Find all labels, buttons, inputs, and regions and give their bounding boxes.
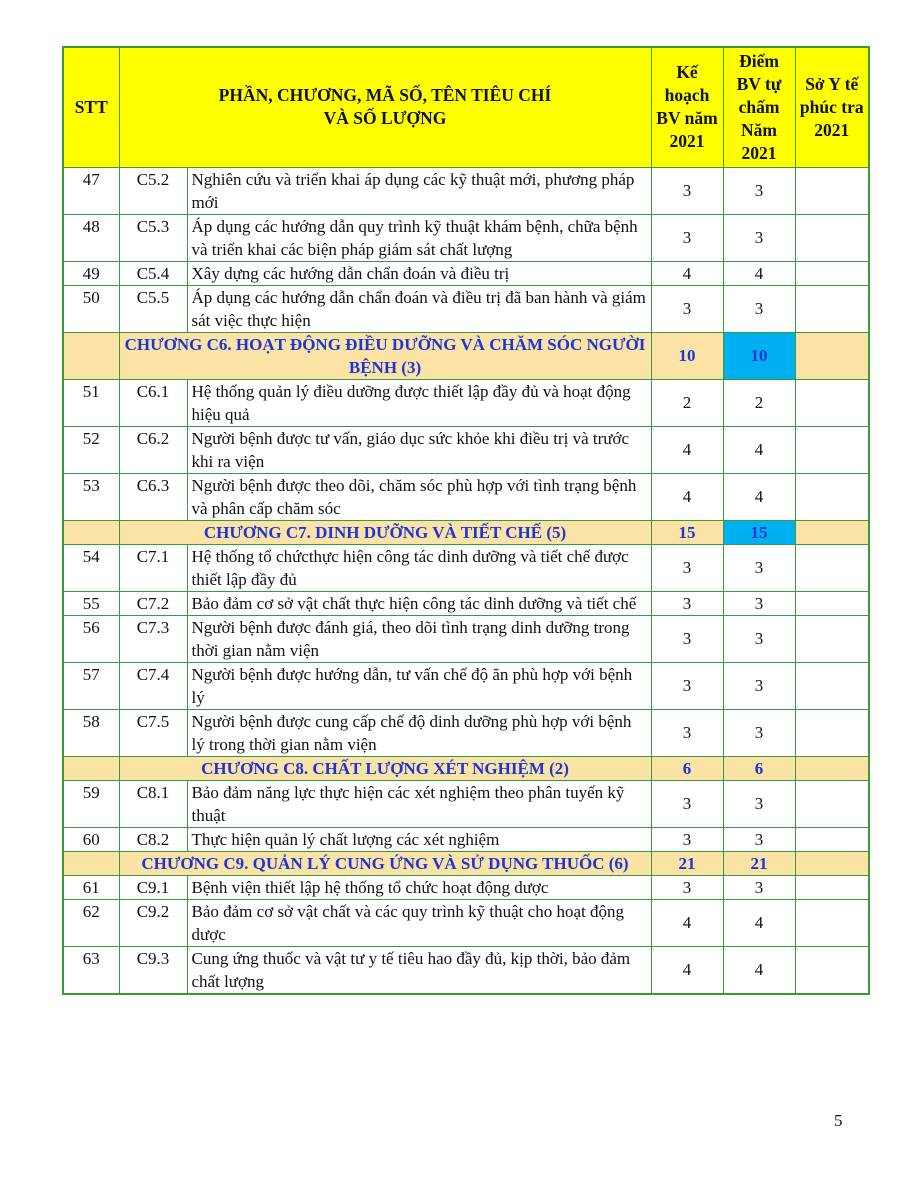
row-review	[795, 261, 869, 285]
row-stt: 49	[63, 261, 119, 285]
table-row	[63, 662, 869, 709]
header-row	[63, 47, 869, 167]
row-stt: 51	[63, 379, 119, 426]
row-code: C7.5	[119, 709, 187, 756]
row-review	[795, 615, 869, 662]
row-code: C5.3	[119, 214, 187, 261]
table-row	[63, 473, 869, 520]
row-plan: 3	[651, 544, 723, 591]
row-stt: 60	[63, 827, 119, 851]
row-criterion: Hệ thống quản lý điều dưỡng được thiết lập đầy đủ và hoạt động hiệu quả	[187, 379, 651, 426]
table-row	[63, 426, 869, 473]
criteria-table	[62, 46, 870, 995]
row-score: 4	[723, 899, 795, 946]
row-score: 2	[723, 379, 795, 426]
table-row	[63, 709, 869, 756]
row-stt: 56	[63, 615, 119, 662]
chapter-score: 10	[723, 332, 795, 379]
row-stt: 54	[63, 544, 119, 591]
row-score: 3	[723, 591, 795, 615]
row-criterion: Xây dựng các hướng dẫn chẩn đoán và điều trị	[187, 261, 651, 285]
row-score: 3	[723, 214, 795, 261]
row-plan: 3	[651, 875, 723, 899]
row-stt: 52	[63, 426, 119, 473]
row-criterion: Thực hiện quản lý chất lượng các xét nghiệm	[187, 827, 651, 851]
chapter-blank-cell	[63, 851, 119, 875]
row-review	[795, 379, 869, 426]
chapter-title: CHƯƠNG C9. QUẢN LÝ CUNG ỨNG VÀ SỬ DỤNG THUỐC (6)	[119, 851, 651, 875]
row-plan: 4	[651, 899, 723, 946]
row-stt: 63	[63, 946, 119, 994]
row-plan: 3	[651, 285, 723, 332]
row-plan: 2	[651, 379, 723, 426]
chapter-review	[795, 520, 869, 544]
row-review	[795, 214, 869, 261]
row-stt: 47	[63, 167, 119, 214]
table-row	[63, 875, 869, 899]
row-score: 4	[723, 473, 795, 520]
row-review	[795, 662, 869, 709]
row-stt: 53	[63, 473, 119, 520]
row-criterion: Áp dụng các hướng dẫn chẩn đoán và điều trị đã ban hành và giám sát việc thực hiện	[187, 285, 651, 332]
row-code: C9.2	[119, 899, 187, 946]
row-score: 3	[723, 615, 795, 662]
row-score: 3	[723, 875, 795, 899]
row-plan: 4	[651, 473, 723, 520]
chapter-title: CHƯƠNG C7. DINH DƯỠNG VÀ TIẾT CHẾ (5)	[119, 520, 651, 544]
chapter-review	[795, 756, 869, 780]
row-criterion: Bệnh viện thiết lập hệ thống tổ chức hoạt động dược	[187, 875, 651, 899]
row-review	[795, 709, 869, 756]
table-row	[63, 780, 869, 827]
row-review	[795, 426, 869, 473]
chapter-plan: 15	[651, 520, 723, 544]
header-self-score: Điểm BV tự chấm Năm 2021	[723, 47, 795, 167]
row-stt: 57	[63, 662, 119, 709]
row-stt: 55	[63, 591, 119, 615]
row-plan: 3	[651, 780, 723, 827]
row-score: 3	[723, 709, 795, 756]
chapter-review	[795, 851, 869, 875]
row-plan: 4	[651, 946, 723, 994]
row-score: 4	[723, 261, 795, 285]
chapter-blank-cell	[63, 520, 119, 544]
row-review	[795, 167, 869, 214]
header-title-line1: PHẦN, CHƯƠNG, MÃ SỐ, TÊN TIÊU CHÍ	[218, 85, 552, 106]
row-code: C6.3	[119, 473, 187, 520]
row-stt: 62	[63, 899, 119, 946]
row-plan: 3	[651, 827, 723, 851]
row-stt: 59	[63, 780, 119, 827]
row-code: C6.2	[119, 426, 187, 473]
table-row	[63, 827, 869, 851]
table-row	[63, 167, 869, 214]
row-code: C9.3	[119, 946, 187, 994]
row-plan: 3	[651, 709, 723, 756]
chapter-plan: 10	[651, 332, 723, 379]
page-number: 5	[834, 1111, 843, 1130]
header-review: Sở Y tế phúc tra 2021	[795, 47, 869, 167]
row-review	[795, 591, 869, 615]
row-code: C6.1	[119, 379, 187, 426]
row-plan: 4	[651, 426, 723, 473]
table-row	[63, 214, 869, 261]
chapter-score: 21	[723, 851, 795, 875]
row-review	[795, 875, 869, 899]
table-body	[63, 167, 869, 994]
row-criterion: Người bệnh được theo dõi, chăm sóc phù hợp với tình trạng bệnh và phân cấp chăm sóc	[187, 473, 651, 520]
row-plan: 3	[651, 591, 723, 615]
row-code: C8.2	[119, 827, 187, 851]
chapter-blank-cell	[63, 756, 119, 780]
row-review	[795, 544, 869, 591]
row-code: C5.2	[119, 167, 187, 214]
table-row	[63, 544, 869, 591]
row-review	[795, 473, 869, 520]
row-code: C7.2	[119, 591, 187, 615]
row-review	[795, 780, 869, 827]
row-score: 3	[723, 662, 795, 709]
row-score: 3	[723, 780, 795, 827]
row-code: C9.1	[119, 875, 187, 899]
table-row	[63, 285, 869, 332]
table-row	[63, 946, 869, 994]
row-criterion: Áp dụng các hướng dẫn quy trình kỹ thuật khám bệnh, chữa bệnh và triển khai các biện pháp giám sát chất lượng	[187, 214, 651, 261]
row-score: 4	[723, 426, 795, 473]
row-stt: 61	[63, 875, 119, 899]
chapter-row	[63, 851, 869, 875]
row-criterion: Bảo đảm năng lực thực hiện các xét nghiệm theo phân tuyến kỹ thuật	[187, 780, 651, 827]
row-code: C8.1	[119, 780, 187, 827]
chapter-review	[795, 332, 869, 379]
row-plan: 4	[651, 261, 723, 285]
chapter-blank-cell	[63, 332, 119, 379]
chapter-score: 6	[723, 756, 795, 780]
chapter-row	[63, 520, 869, 544]
row-score: 4	[723, 946, 795, 994]
row-score: 3	[723, 167, 795, 214]
row-score: 3	[723, 544, 795, 591]
row-review	[795, 899, 869, 946]
header-plan: Kế hoạch BV năm 2021	[651, 47, 723, 167]
row-criterion: Người bệnh được cung cấp chế độ dinh dưỡng phù hợp với bệnh lý trong thời gian nằm viện	[187, 709, 651, 756]
table-row	[63, 899, 869, 946]
row-code: C5.5	[119, 285, 187, 332]
chapter-score: 15	[723, 520, 795, 544]
row-stt: 48	[63, 214, 119, 261]
row-score: 3	[723, 827, 795, 851]
row-plan: 3	[651, 167, 723, 214]
header-title	[119, 47, 651, 167]
row-plan: 3	[651, 662, 723, 709]
row-criterion: Bảo đảm cơ sở vật chất thực hiện công tác dinh dưỡng và tiết chế	[187, 591, 651, 615]
row-code: C7.4	[119, 662, 187, 709]
row-criterion: Nghiên cứu và triển khai áp dụng các kỹ thuật mới, phương pháp mới	[187, 167, 651, 214]
row-review	[795, 827, 869, 851]
row-criterion: Người bệnh được tư vấn, giáo dục sức khỏe khi điều trị và trước khi ra viện	[187, 426, 651, 473]
row-code: C7.1	[119, 544, 187, 591]
table-row	[63, 379, 869, 426]
row-code: C7.3	[119, 615, 187, 662]
table-row	[63, 591, 869, 615]
row-stt: 58	[63, 709, 119, 756]
chapter-row	[63, 332, 869, 379]
row-stt: 50	[63, 285, 119, 332]
row-code: C5.4	[119, 261, 187, 285]
row-plan: 3	[651, 615, 723, 662]
row-criterion: Cung ứng thuốc và vật tư y tế tiêu hao đầy đủ, kịp thời, bảo đảm chất lượng	[187, 946, 651, 994]
row-review	[795, 946, 869, 994]
table-row	[63, 615, 869, 662]
row-score: 3	[723, 285, 795, 332]
row-plan: 3	[651, 214, 723, 261]
row-criterion: Bảo đảm cơ sở vật chất và các quy trình kỹ thuật cho hoạt động dược	[187, 899, 651, 946]
row-criterion: Người bệnh được hướng dẫn, tư vấn chế độ ăn phù hợp với bệnh lý	[187, 662, 651, 709]
row-review	[795, 285, 869, 332]
chapter-plan: 21	[651, 851, 723, 875]
chapter-title: CHƯƠNG C6. HOẠT ĐỘNG ĐIỀU DƯỠNG VÀ CHĂM SÓC NGƯỜI BỆNH (3)	[119, 332, 651, 379]
chapter-row	[63, 756, 869, 780]
chapter-plan: 6	[651, 756, 723, 780]
row-criterion: Người bệnh được đánh giá, theo dõi tình trạng dinh dưỡng trong thời gian nằm viện	[187, 615, 651, 662]
table-row	[63, 261, 869, 285]
header-title-line2: VÀ SỐ LƯỢNG	[323, 108, 447, 129]
chapter-title: CHƯƠNG C8. CHẤT LƯỢNG XÉT NGHIỆM (2)	[119, 756, 651, 780]
header-stt: STT	[63, 47, 119, 167]
row-criterion: Hệ thống tổ chứcthực hiện công tác dinh dưỡng và tiết chế được thiết lập đầy đủ	[187, 544, 651, 591]
